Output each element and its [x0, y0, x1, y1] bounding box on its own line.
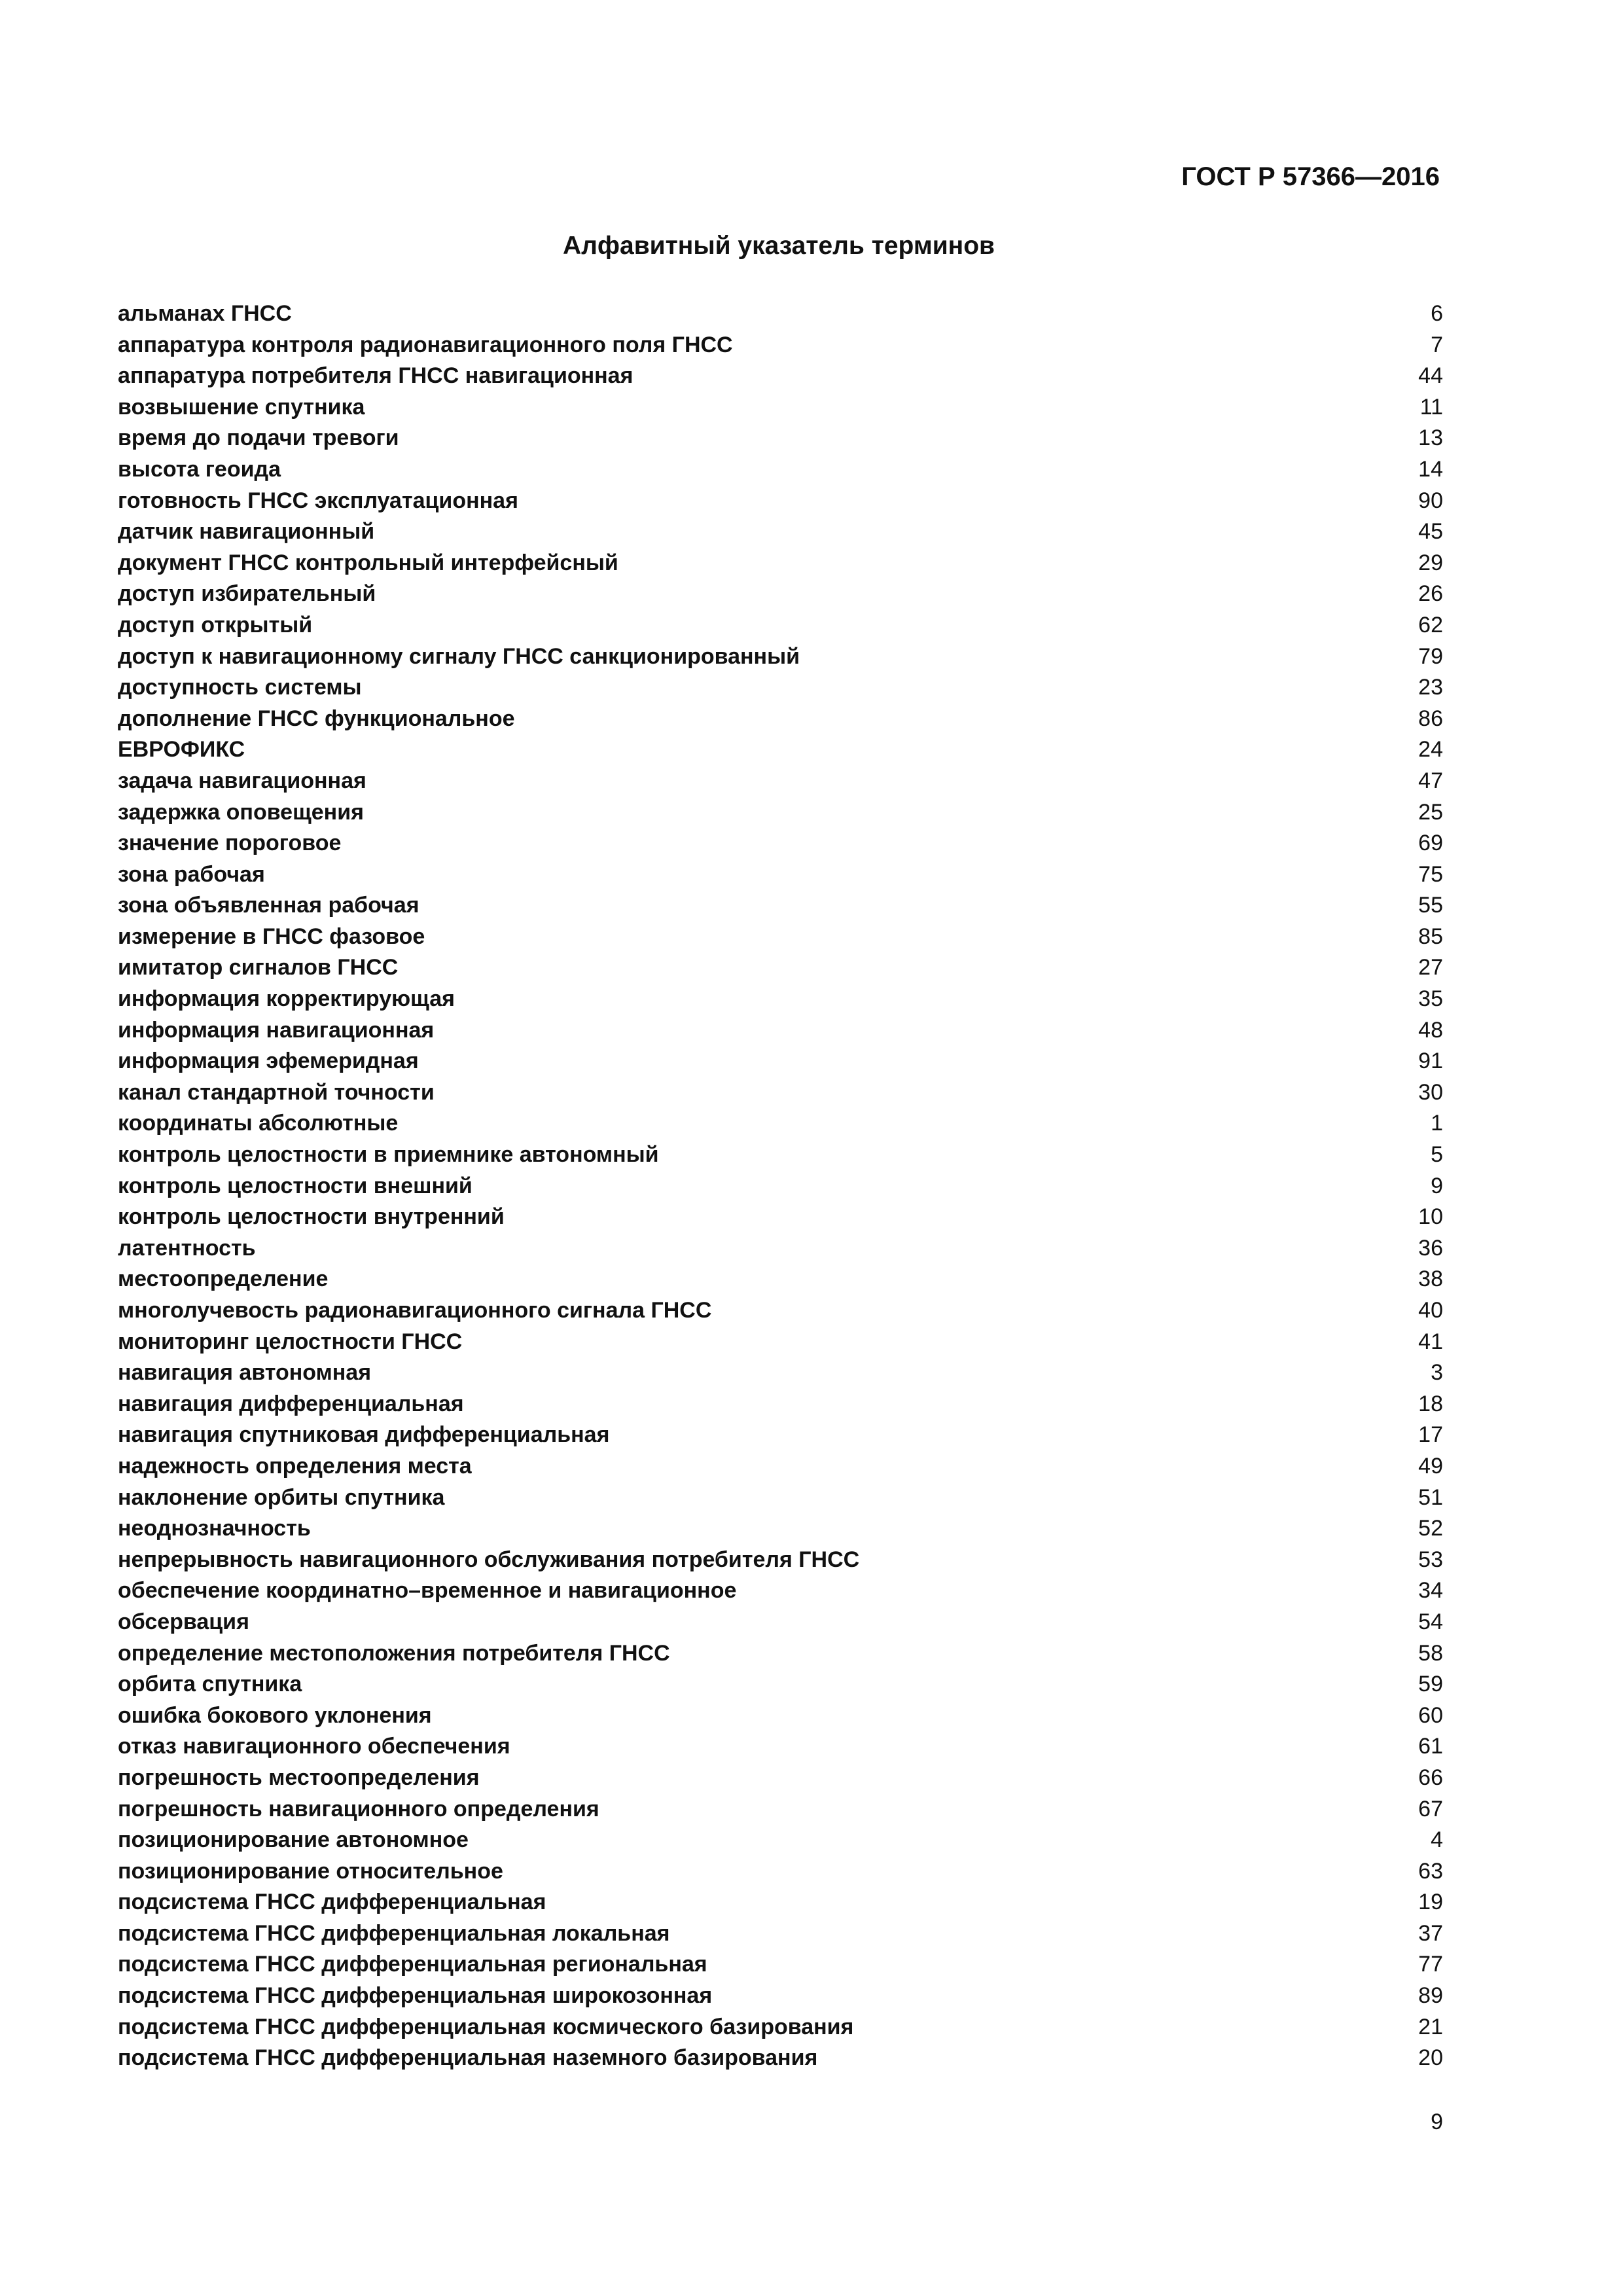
index-entry	[118, 766, 1443, 797]
index-term: подсистема ГНСС дифференциальная локальная	[118, 1920, 670, 1946]
index-entry	[118, 2012, 1443, 2043]
index-term: альманах ГНСС	[118, 301, 292, 326]
index-term-number: 45	[1418, 519, 1443, 545]
index-term-number: 6	[1431, 301, 1443, 326]
index-entry	[118, 1981, 1443, 2012]
index-term: мониторинг целостности ГНСС	[118, 1329, 463, 1354]
index-entry	[118, 1420, 1443, 1451]
index-term-number: 41	[1418, 1329, 1443, 1354]
index-entry	[118, 1015, 1443, 1047]
index-term: зона рабочая	[118, 861, 265, 887]
index-term-number: 10	[1418, 1204, 1443, 1230]
index-term-number: 89	[1418, 1983, 1443, 2009]
index-entry	[118, 1233, 1443, 1265]
index-term-number: 27	[1418, 955, 1443, 980]
index-entry	[118, 1202, 1443, 1233]
index-term: аппаратура контроля радионавигационного поля ГНСС	[118, 332, 733, 357]
index-term: латентность	[118, 1235, 256, 1261]
index-term-number: 5	[1431, 1142, 1443, 1168]
index-entry	[118, 734, 1443, 766]
index-term-number: 24	[1418, 737, 1443, 762]
index-entry	[118, 1108, 1443, 1139]
index-term-number: 3	[1431, 1360, 1443, 1386]
index-term-number: 91	[1418, 1049, 1443, 1074]
index-term-number: 49	[1418, 1453, 1443, 1479]
index-term-number: 69	[1418, 831, 1443, 856]
index-entry	[118, 1327, 1443, 1358]
index-entry	[118, 486, 1443, 517]
index-entry	[118, 1295, 1443, 1327]
index-entry	[118, 2043, 1443, 2074]
index-term: доступ открытый	[118, 612, 313, 637]
index-term: подсистема ГНСС дифференциальная космического базирования	[118, 2014, 854, 2039]
index-entry	[118, 1669, 1443, 1700]
index-entry	[118, 828, 1443, 859]
index-term: подсистема ГНСС дифференциальная региональная	[118, 1952, 707, 1977]
index-term: задержка оповещения	[118, 799, 364, 825]
index-entry	[118, 1575, 1443, 1607]
index-term: имитатор сигналов ГНСС	[118, 955, 399, 980]
index-term: подсистема ГНСС дифференциальная наземного базирования	[118, 2045, 818, 2071]
index-entry	[118, 1482, 1443, 1514]
index-entry	[118, 1264, 1443, 1295]
index-entry	[118, 859, 1443, 891]
index-term: погрешность местоопределения	[118, 1765, 480, 1790]
index-entry	[118, 704, 1443, 735]
index-term: контроль целостности внутренний	[118, 1204, 505, 1230]
index-term-number: 36	[1418, 1235, 1443, 1261]
index-term-number: 60	[1418, 1702, 1443, 1728]
index-term: задача навигационная	[118, 768, 366, 793]
index-term: определение местоположения потребителя ГНСС	[118, 1640, 670, 1666]
page-number: 9	[1431, 2109, 1443, 2134]
index-term-number: 52	[1418, 1516, 1443, 1541]
index-term-number: 29	[1418, 550, 1443, 575]
index-term: навигация автономная	[118, 1360, 372, 1386]
index-term: аппаратура потребителя ГНСС навигационная	[118, 363, 633, 389]
index-entry	[118, 298, 1443, 330]
index-term-number: 85	[1418, 924, 1443, 949]
index-term: доступность системы	[118, 675, 362, 700]
index-term-number: 86	[1418, 706, 1443, 731]
index-term: зона объявленная рабочая	[118, 893, 419, 918]
index-entry	[118, 1451, 1443, 1482]
page-title: Алфавитный указатель терминов	[562, 232, 995, 260]
index-term: обеспечение координатно–временное и навигационное	[118, 1578, 737, 1604]
index-term-number: 26	[1418, 581, 1443, 607]
index-term: высота геоида	[118, 456, 281, 482]
index-entry	[118, 516, 1443, 548]
index-term-number: 53	[1418, 1547, 1443, 1572]
index-term: ЕВРОФИКС	[118, 737, 245, 762]
index-entry	[118, 392, 1443, 423]
index-term: подсистема ГНСС дифференциальная	[118, 1890, 546, 1915]
index-entry	[118, 952, 1443, 984]
index-term-number: 34	[1418, 1578, 1443, 1604]
index-term: канал стандартной точности	[118, 1079, 435, 1105]
index-term: измерение в ГНСС фазовое	[118, 924, 425, 949]
index-term-number: 58	[1418, 1640, 1443, 1666]
index-term-number: 59	[1418, 1672, 1443, 1697]
index-term-number: 9	[1431, 1173, 1443, 1198]
index-entry	[118, 1700, 1443, 1732]
index-entry	[118, 1763, 1443, 1794]
index-term: навигация спутниковая дифференциальная	[118, 1422, 610, 1448]
index-term-number: 63	[1418, 1858, 1443, 1884]
index-term: местоопределение	[118, 1266, 329, 1292]
index-term-number: 18	[1418, 1391, 1443, 1416]
index-entry	[118, 1607, 1443, 1638]
index-term-number: 38	[1418, 1266, 1443, 1292]
index-term: орбита спутника	[118, 1672, 302, 1697]
index-entry	[118, 797, 1443, 829]
index-entry	[118, 672, 1443, 704]
index-term: многолучевость радионавигационного сигнала ГНСС	[118, 1298, 712, 1323]
index-entry	[118, 1638, 1443, 1670]
index-entry	[118, 1856, 1443, 1888]
index-term-number: 20	[1418, 2045, 1443, 2071]
index-term: неоднозначность	[118, 1516, 311, 1541]
index-term-number: 35	[1418, 986, 1443, 1012]
index-entry	[118, 579, 1443, 610]
index-term: отказ навигационного обеспечения	[118, 1734, 510, 1759]
index-term-number: 21	[1418, 2014, 1443, 2039]
index-term-number: 75	[1418, 861, 1443, 887]
index-entry	[118, 548, 1443, 579]
index-term-number: 7	[1431, 332, 1443, 357]
index-term-number: 67	[1418, 1796, 1443, 1821]
index-term-number: 62	[1418, 612, 1443, 637]
index-term-number: 79	[1418, 643, 1443, 669]
index-entry	[118, 1077, 1443, 1109]
index-term-number: 13	[1418, 425, 1443, 451]
index-entry	[118, 1545, 1443, 1576]
index-term: координаты абсолютные	[118, 1111, 399, 1136]
index-term-number: 55	[1418, 893, 1443, 918]
index-term: информация навигационная	[118, 1017, 435, 1043]
index-entry	[118, 1513, 1443, 1545]
index-term: позиционирование относительное	[118, 1858, 503, 1884]
index-entry	[118, 330, 1443, 361]
index-term: доступ избирательный	[118, 581, 376, 607]
index-entry	[118, 423, 1443, 454]
index-entry	[118, 454, 1443, 486]
index-term-number: 40	[1418, 1298, 1443, 1323]
index-term: информация эфемеридная	[118, 1049, 419, 1074]
index-term-number: 25	[1418, 799, 1443, 825]
index-term-number: 48	[1418, 1017, 1443, 1043]
index-term: навигация дифференциальная	[118, 1391, 464, 1416]
index-term: непрерывность навигационного обслуживания потребителя ГНСС	[118, 1547, 860, 1572]
index-term-number: 14	[1418, 456, 1443, 482]
index-term-number: 1	[1431, 1111, 1443, 1136]
index-entry	[118, 1171, 1443, 1202]
index-term: подсистема ГНСС дифференциальная широкозонная	[118, 1983, 713, 2009]
index-term: контроль целостности в приемнике автономный	[118, 1142, 659, 1168]
index-term: датчик навигационный	[118, 519, 375, 545]
index-term: ошибка бокового уклонения	[118, 1702, 432, 1728]
index-entry	[118, 1389, 1443, 1420]
index-term-number: 47	[1418, 768, 1443, 793]
index-entry	[118, 1357, 1443, 1389]
index-term-number: 30	[1418, 1079, 1443, 1105]
index-entry	[118, 922, 1443, 953]
index-term: обсервация	[118, 1609, 249, 1634]
index-term: наклонение орбиты спутника	[118, 1484, 445, 1510]
index-term: дополнение ГНСС функциональное	[118, 706, 515, 731]
index-term-number: 4	[1431, 1827, 1443, 1853]
index-term-number: 17	[1418, 1422, 1443, 1448]
index-term: время до подачи тревоги	[118, 425, 399, 451]
index-term-number: 23	[1418, 675, 1443, 700]
index-term: документ ГНСС контрольный интерфейсный	[118, 550, 618, 575]
index-entry	[118, 361, 1443, 392]
index-entry	[118, 1887, 1443, 1918]
index-entry	[118, 1731, 1443, 1763]
term-index-list	[118, 298, 1443, 2074]
index-term: позиционирование автономное	[118, 1827, 469, 1853]
index-entry	[118, 1794, 1443, 1825]
index-entry	[118, 984, 1443, 1015]
index-entry	[118, 1139, 1443, 1171]
index-term: надежность определения места	[118, 1453, 472, 1479]
index-term-number: 77	[1418, 1952, 1443, 1977]
index-term-number: 61	[1418, 1734, 1443, 1759]
index-entry	[118, 890, 1443, 922]
index-term-number: 37	[1418, 1920, 1443, 1946]
index-term: доступ к навигационному сигналу ГНСС санкционированный	[118, 643, 800, 669]
index-entry	[118, 1949, 1443, 1981]
index-term-number: 11	[1419, 394, 1443, 420]
index-term: готовность ГНСС эксплуатационная	[118, 488, 518, 513]
index-term-number: 44	[1418, 363, 1443, 389]
index-term: возвышение спутника	[118, 394, 365, 420]
index-entry	[118, 641, 1443, 673]
index-entry	[118, 610, 1443, 641]
index-entry	[118, 1825, 1443, 1856]
index-entry	[118, 1918, 1443, 1950]
index-term-number: 51	[1418, 1484, 1443, 1510]
index-term-number: 66	[1418, 1765, 1443, 1790]
index-term-number: 19	[1418, 1890, 1443, 1915]
index-entry	[118, 1046, 1443, 1077]
index-term: погрешность навигационного определения	[118, 1796, 599, 1821]
index-term: значение пороговое	[118, 831, 342, 856]
index-term: контроль целостности внешний	[118, 1173, 473, 1198]
index-term: информация корректирующая	[118, 986, 455, 1012]
index-term-number: 54	[1418, 1609, 1443, 1634]
document-code: ГОСТ Р 57366—2016	[1181, 162, 1440, 191]
index-term-number: 90	[1418, 488, 1443, 513]
